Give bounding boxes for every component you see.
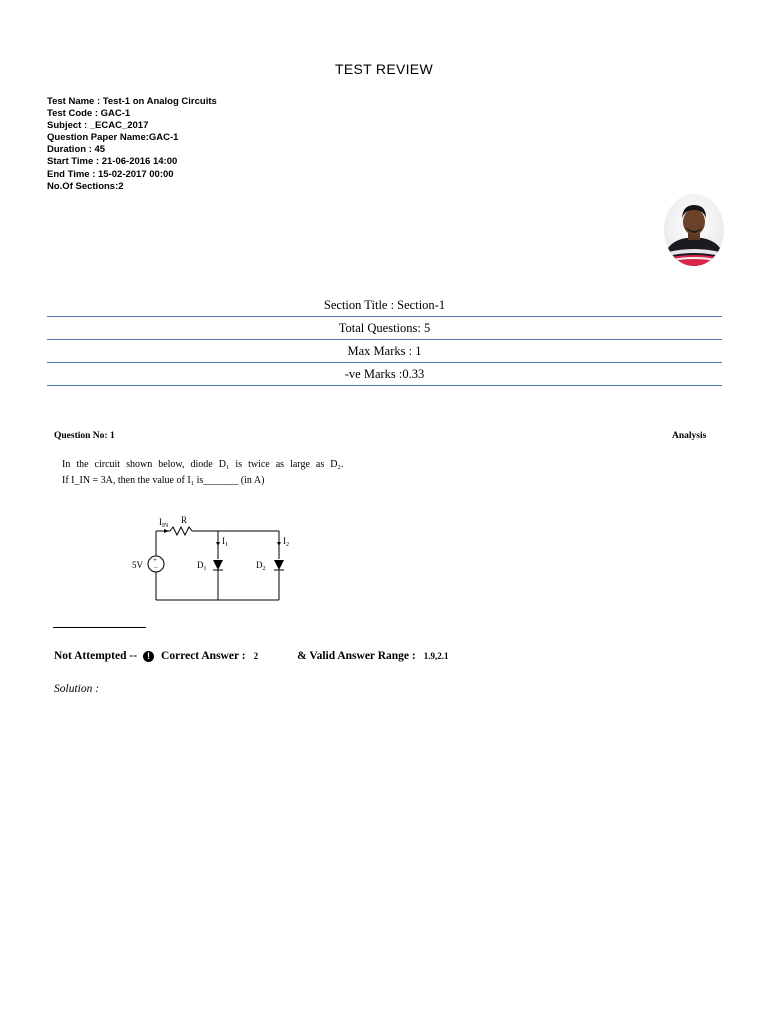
question-type: Analysis: [672, 431, 707, 441]
section-title: Section Title : Section-1: [323, 297, 446, 312]
negative-marks: -ve Marks :0.33: [47, 362, 722, 386]
question-text-line-1: In the circuit shown below, diode D₁ is twice as large as D₂.: [62, 459, 344, 470]
test-code: Test Code : GAC-1: [47, 108, 131, 120]
label-i-in: $I_{IN}$: [159, 517, 169, 529]
max-marks: Max Marks : 1: [47, 339, 722, 362]
subject: Subject : _ECAC_2017: [47, 120, 149, 132]
correct-answer-value: 2: [253, 651, 259, 661]
exclamation-circle-icon: !: [143, 651, 154, 662]
total-questions: Total Questions: 5: [47, 316, 722, 339]
answer-status-line: [54, 650, 448, 662]
valid-range-value: 1.9,2.1: [423, 651, 449, 661]
start-time: Start Time : 21-06-2016 14:00: [47, 156, 178, 168]
label-d2: $D_2$: [256, 560, 266, 572]
source-minus-sign: −: [154, 564, 158, 572]
question-paper-name: Question Paper Name:GAC-1: [47, 132, 179, 144]
section-summary-table: [47, 294, 722, 386]
question-number: Question No: 1: [54, 431, 115, 441]
label-source-voltage: 5V: [132, 560, 143, 570]
source-plus-sign: +: [153, 556, 157, 564]
test-info: [47, 96, 217, 193]
number-of-sections: No.Of Sections:2: [47, 180, 124, 192]
end-time: End Time : 15-02-2017 00:00: [47, 168, 174, 180]
circuit-diagram: [126, 510, 296, 606]
label-i1: $I_1$: [222, 536, 228, 548]
correct-answer-label: Correct Answer :: [161, 650, 246, 662]
attempt-status: Not Attempted --: [54, 650, 138, 662]
page-title: TEST REVIEW: [335, 61, 433, 77]
duration: Duration : 45: [47, 144, 106, 156]
question-text-line-2: If I_IN = 3A, then the value of I₁ is_______ (in A): [62, 475, 265, 486]
label-d1: $D_1$: [197, 560, 207, 572]
label-resistor: R: [181, 515, 188, 525]
solution-label: Solution :: [54, 683, 100, 695]
avatar: [664, 194, 724, 266]
answer-divider: [53, 627, 146, 628]
valid-range-label: & Valid Answer Range :: [297, 650, 416, 662]
test-name: Test Name : Test-1 on Analog Circuits: [47, 96, 217, 107]
label-i2: $I_2$: [283, 536, 289, 548]
question-text: [62, 457, 343, 489]
